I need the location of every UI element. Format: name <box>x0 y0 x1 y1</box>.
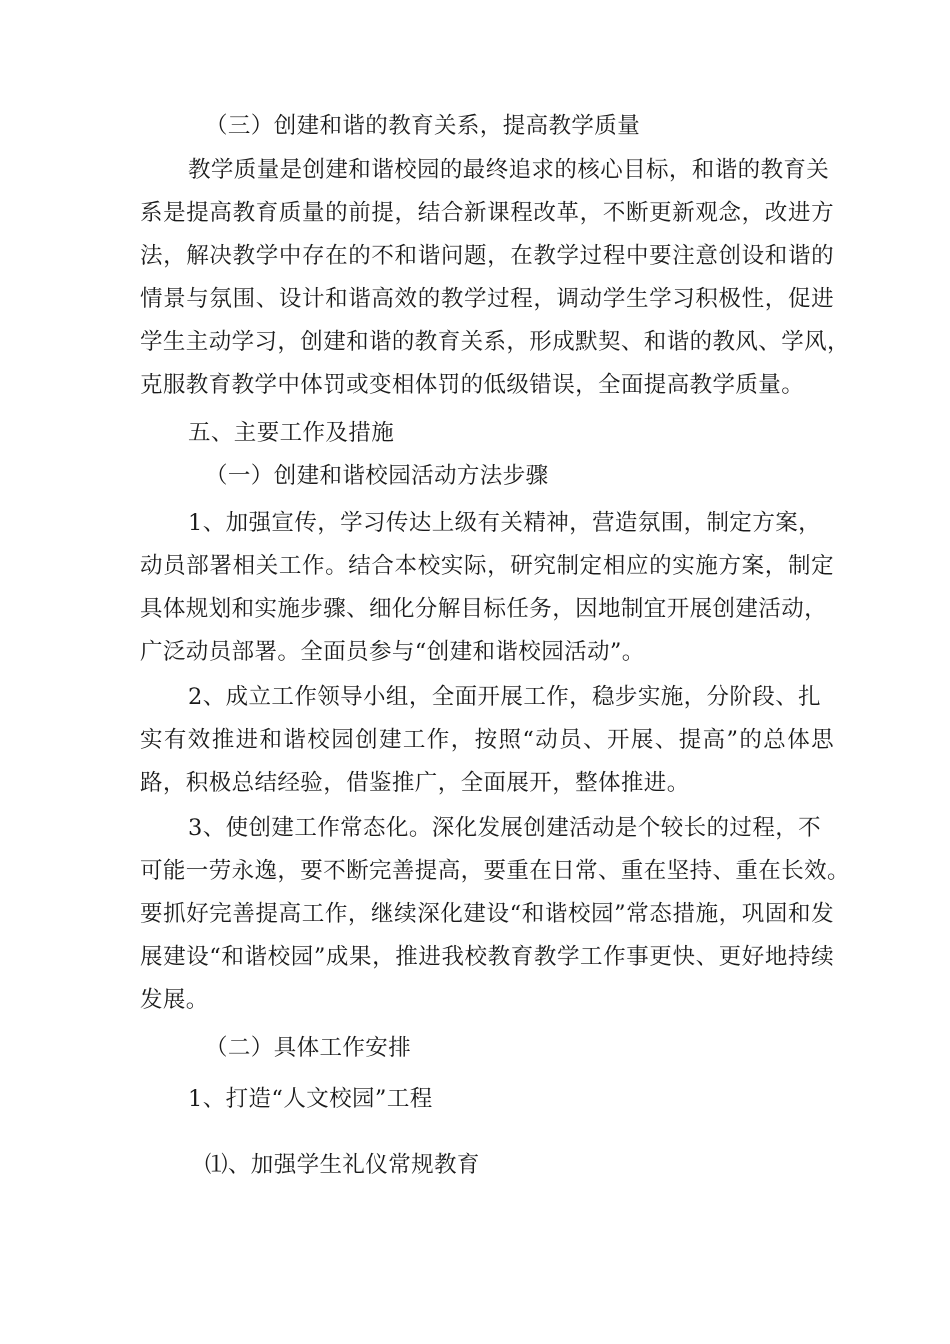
subsection-heading-1: （一）创建和谐校园活动方法步骤 <box>205 463 549 489</box>
paragraph-line: 教学质量是创建和谐校园的最终追求的核心目标，和谐的教育关 <box>188 157 830 183</box>
paragraph-line: 要抓好完善提高工作，继续深化建设“和谐校园”常态措施，巩固和发 <box>140 901 834 927</box>
item-heading: 1、打造“人文校园”工程 <box>188 1086 433 1112</box>
paragraph-line: 1、加强宣传，学习传达上级有关精神，营造氛围，制定方案， <box>188 510 822 536</box>
paragraph-line: 2、成立工作领导小组，全面开展工作，稳步实施，分阶段、扎 <box>188 684 822 710</box>
paragraph-line: 学生主动学习，创建和谐的教育关系，形成默契、和谐的教风、学风， <box>140 329 850 355</box>
paragraph-line: 系是提高教育质量的前提，结合新课程改革，不断更新观念，改进方 <box>140 200 834 226</box>
paragraph-line: 3、使创建工作常态化。深化发展创建活动是个较长的过程，不 <box>188 815 822 841</box>
paragraph-line: 法，解决教学中存在的不和谐问题，在教学过程中要注意创设和谐的 <box>140 243 834 269</box>
section-heading-5: 五、主要工作及措施 <box>188 420 395 446</box>
section-heading-3: （三）创建和谐的教育关系，提高教学质量 <box>205 113 641 139</box>
paragraph-line: 情景与氛围、设计和谐高效的教学过程，调动学生学习积极性，促进 <box>140 286 834 312</box>
paragraph-line: 可能一劳永逸，要不断完善提高，要重在日常、重在坚持、重在长效。 <box>140 858 850 884</box>
paragraph-line: 展建设“和谐校园”成果，推进我校教育教学工作事更快、更好地持续 <box>140 944 834 970</box>
subsection-heading-2: （二）具体工作安排 <box>205 1035 412 1061</box>
paragraph-line: 具体规划和实施步骤、细化分解目标任务，因地制宜开展创建活动， <box>140 596 828 622</box>
paragraph-line: 动员部署相关工作。结合本校实际，研究制定相应的实施方案，制定 <box>140 553 834 579</box>
paragraph-line: 广泛动员部署。全面员参与“创建和谐校园活动”。 <box>140 639 645 665</box>
sub-item-heading: ⑴、加强学生礼仪常规教育 <box>205 1152 480 1178</box>
paragraph-line: 克服教育教学中体罚或变相体罚的低级错误，全面提高教学质量。 <box>140 372 805 398</box>
paragraph-line: 实有效推进和谐校园创建工作，按照“动员、开展、提高”的总体思 <box>140 727 834 753</box>
paragraph-line: 路，积极总结经验，借鉴推广，全面展开，整体推进。 <box>140 770 690 796</box>
paragraph-line: 发展。 <box>140 987 209 1013</box>
